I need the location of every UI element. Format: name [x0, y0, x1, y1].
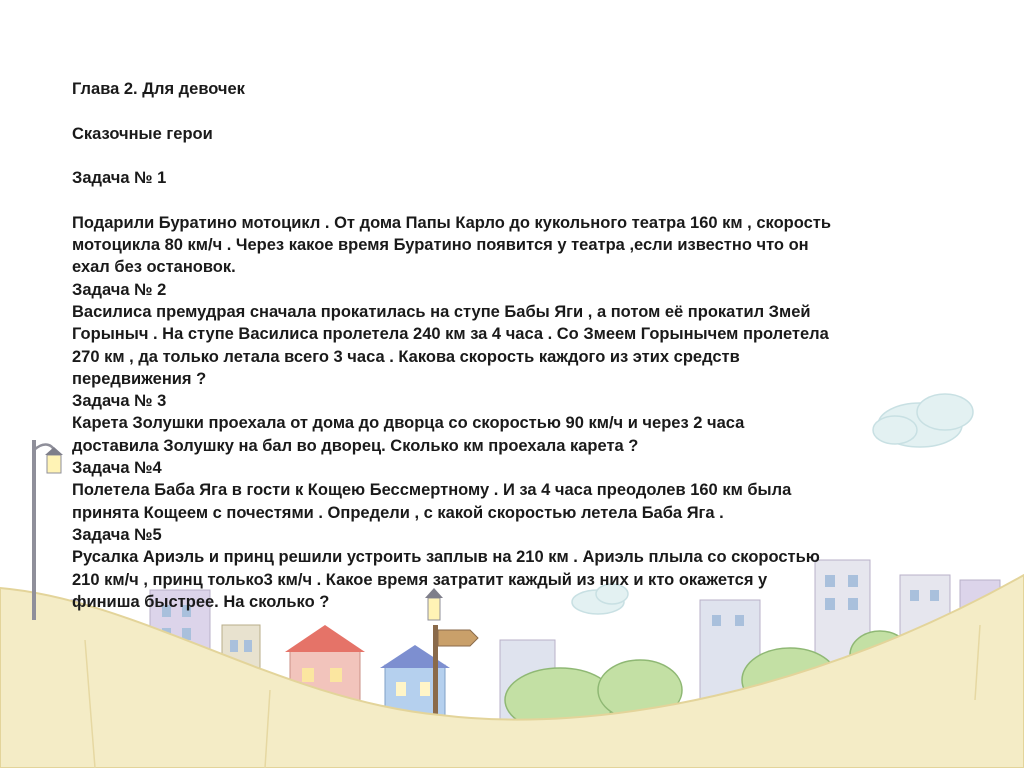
problem-2-line: передвижения ?: [72, 369, 207, 388]
chapter-title: Глава 2. Для девочек: [72, 80, 245, 98]
problem-1-line: Подарили Буратино мотоцикл . От дома Папы Карло до кукольного театра 160 км , скорость: [72, 213, 831, 232]
problem-2-line: Василиса премудрая сначала прокатилась на ступе Бабы Яги , а потом её прокатил Змей: [72, 302, 811, 321]
problem-3-line: доставила Золушку на бал во дворец. Сколько км проехала карета ?: [72, 436, 639, 455]
problem-2-line: 270 км , да только летала всего 3 часа . Какова скорость каждого из этих средств: [72, 347, 740, 366]
problems-text: [72, 78, 952, 613]
problem-1-line: ехал без остановок.: [72, 258, 236, 277]
spacer: [72, 145, 952, 167]
problem-5-heading: Задача №5: [72, 525, 162, 544]
problem-1-heading: Задача № 1: [72, 169, 167, 188]
problem-4-heading: Задача №4: [72, 459, 162, 478]
problem-1-line: мотоцикла 80 км/ч . Через какое время Буратино появится у театра ,если известно что он: [72, 236, 809, 255]
problem-5-line: финиша быстрее. На сколько ?: [72, 592, 330, 611]
spacer: [72, 189, 952, 211]
problem-4-line: Полетела Баба Яга в гости к Кощею Бессмертному . И за 4 часа преодолев 160 км была: [72, 481, 792, 500]
problem-5-line: 210 км/ч , принц только3 км/ч . Какое время затратит каждый из них и кто окажется у: [72, 570, 768, 589]
problem-5-line: Русалка Ариэль и принц решили устроить заплыв на 210 км . Ариэль плыла со скоростью: [72, 548, 820, 567]
problem-3-line: Карета Золушки проехала от дома до дворца со скоростью 90 км/ч и через 2 часа: [72, 414, 745, 433]
problem-2-heading: Задача № 2: [72, 280, 167, 299]
section-title: Сказочные герои: [72, 124, 213, 143]
problem-2-line: Горыныч . На ступе Василиса пролетела 240 км за 4 часа . Со Змеем Горынычем пролетела: [72, 325, 829, 344]
problem-3-heading: Задача № 3: [72, 392, 167, 411]
spacer: [72, 100, 952, 122]
problem-4-line: принята Кощеем с почестями . Определи , с какой скоростью летела Баба Яга .: [72, 503, 724, 522]
